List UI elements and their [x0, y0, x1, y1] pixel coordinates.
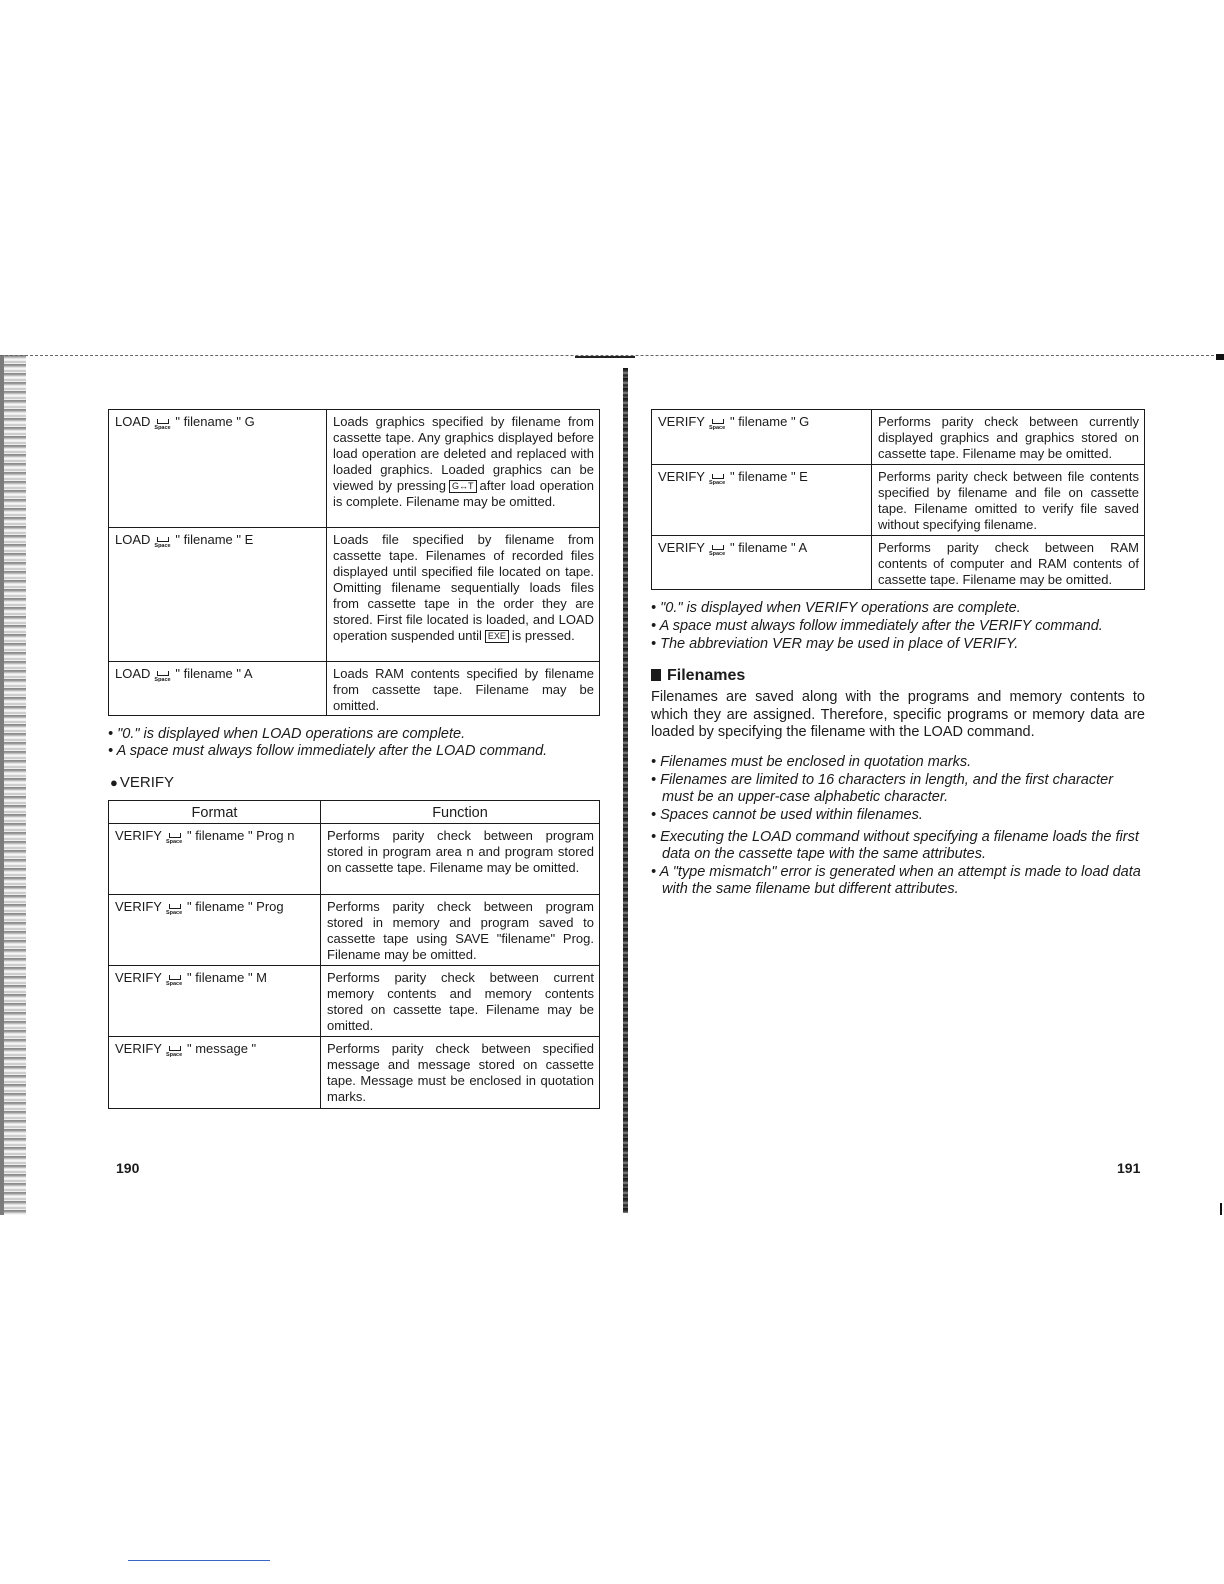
graphics-text-key-icon: G↔T [449, 480, 477, 493]
command-name: LOAD [115, 414, 151, 429]
table-row [109, 528, 600, 662]
scan-top-rule-solid [575, 356, 635, 358]
function-cell: Performs parity check between program stored in program area n and program stored on cassette tape. Filename may be omitted. [321, 824, 600, 895]
note-item: • The abbreviation VER may be used in place of VERIFY. [651, 636, 1019, 652]
function-cell: Loads file specified by filename from cassette tape. Filenames of recorded files displayed until specified file located on tape. Omitting filename sequentially loads files from cassette tape in the order they are stored. First file located is loaded, and LOAD operation suspended until EXE is pressed. [327, 528, 600, 662]
command-argument: " filename " E [175, 532, 254, 547]
table-row [109, 966, 600, 1037]
filenames-intro: Filenames are saved along with the programs and memory contents to which they are assigned. Therefore, specific programs or memory data are loaded by specifying the filename with the LOAD command. [651, 689, 1145, 740]
table-row [109, 895, 600, 966]
space-key-icon: Space [166, 901, 182, 911]
note-item: • A "type mismatch" error is generated when an attempt is made to load data with the same filename but different attributes. [651, 863, 1141, 897]
note-item: • "0." is displayed when VERIFY operations are complete. [651, 600, 1021, 616]
scan-corner-mark [1216, 354, 1224, 360]
verify-command-table [108, 800, 600, 1109]
format-cell [109, 528, 327, 662]
space-key-icon: Space [709, 542, 725, 552]
table-row [109, 824, 600, 895]
square-bullet-icon [651, 669, 661, 681]
column-header-function: Function [321, 801, 600, 824]
format-cell: VERIFY Space " filename " M [109, 966, 321, 1037]
table-row [652, 536, 1145, 590]
table-row [652, 410, 1145, 465]
function-cell: Performs parity check between specified message and message stored on cassette tape. Message must be enclosed in quotation marks. [321, 1037, 600, 1109]
format-cell: VERIFY Space " filename " Prog n [109, 824, 321, 895]
verify-heading: ● VERIFY [110, 774, 175, 791]
space-key-icon: Space [166, 1043, 182, 1053]
function-cell: Loads RAM contents specified by filename from cassette tape. Filename may be omitted. [327, 662, 600, 716]
function-cell: Performs parity check between file contents specified by filename and file on cassette tape. Filename omitted to verify file saved without specifying filename. [872, 465, 1145, 536]
format-cell: VERIFY Space " filename " A [652, 536, 872, 590]
note-item: • A space must always follow immediately after the LOAD command. [108, 743, 548, 759]
command-name: LOAD [115, 666, 151, 681]
table-row [109, 410, 600, 528]
function-cell: Loads graphics specified by filename from cassette tape. Any graphics displayed before load operation are deleted and replaced with loaded graphics. Loaded graphics can be viewed by pressing G↔T after load operation is complete. Filename may be omitted. [327, 410, 600, 528]
note-item: • A space must always follow immediately after the VERIFY command. [651, 618, 1103, 634]
space-key-icon: Space [709, 471, 725, 481]
load-command-table [108, 409, 600, 716]
function-cell: Performs parity check between currently displayed graphics and graphics stored on cassette tape. Filename may be omitted. [872, 410, 1145, 465]
table-row [109, 1037, 600, 1109]
page-number-left: 190 [116, 1160, 140, 1176]
space-key-icon: Space [166, 972, 182, 982]
right-page [651, 409, 1145, 899]
exe-key-icon: EXE [485, 630, 509, 643]
note-item: • Executing the LOAD command without specifying a filename loads the first data on the cassette tape with the same attributes. [651, 828, 1139, 862]
verify-command-table-continued [651, 409, 1145, 590]
command-name: LOAD [115, 532, 151, 547]
load-notes [108, 726, 600, 760]
table-row [652, 465, 1145, 536]
filenames-notes [651, 754, 1145, 898]
page-number-right: 191 [1117, 1160, 1141, 1176]
verify-notes [651, 600, 1145, 653]
space-key-icon: Space [154, 416, 170, 426]
table-header-row [109, 801, 600, 824]
format-cell: VERIFY Space " filename " Prog [109, 895, 321, 966]
function-cell: Performs parity check between RAM contents of computer and RAM contents of cassette tape. Filename may be omitted. [872, 536, 1145, 590]
format-cell [109, 410, 327, 528]
command-argument: " filename " G [175, 414, 255, 429]
space-key-icon: Space [709, 416, 725, 426]
table-row [109, 662, 600, 716]
scan-edge-tick [1220, 1203, 1222, 1215]
format-cell: VERIFY Space " filename " E [652, 465, 872, 536]
column-header-format: Format [109, 801, 321, 824]
format-cell [109, 662, 327, 716]
bullet-dot-icon: ● [110, 775, 118, 790]
scan-edge-shadow [0, 355, 26, 1215]
note-item: • "0." is displayed when LOAD operations are complete. [108, 726, 466, 742]
book-spine-shadow [623, 368, 628, 1213]
space-key-icon: Space [154, 534, 170, 544]
left-page [108, 409, 600, 1109]
section-title-filenames: Filenames [651, 667, 1145, 685]
format-cell: VERIFY Space " message " [109, 1037, 321, 1109]
function-cell: Performs parity check between current memory contents and memory contents stored on cassette tape. Filename may be omitted. [321, 966, 600, 1037]
format-cell: VERIFY Space " filename " G [652, 410, 872, 465]
space-key-icon: Space [166, 830, 182, 840]
function-cell: Performs parity check between program stored in memory and program saved to cassette tape using SAVE "filename" Prog. Filename may be omitted. [321, 895, 600, 966]
bottom-underline [128, 1560, 270, 1561]
note-item: • Filenames must be enclosed in quotation marks. [651, 753, 972, 770]
command-argument: " filename " A [175, 666, 253, 681]
space-key-icon: Space [154, 668, 170, 678]
note-item: • Filenames are limited to 16 characters in length, and the first character must be an upper-case alphabetic character. [651, 771, 1114, 805]
note-item: • Spaces cannot be used within filenames. [651, 806, 923, 823]
